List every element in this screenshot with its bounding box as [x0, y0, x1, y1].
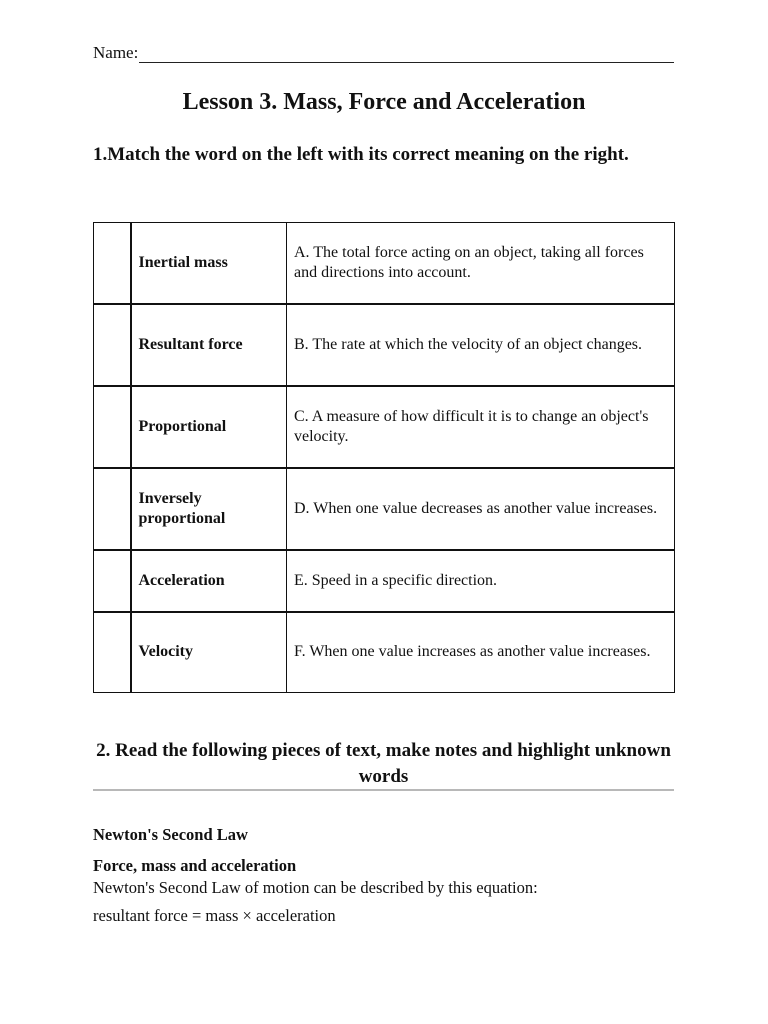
term-cell: Acceleration: [131, 550, 287, 612]
table-row: [94, 550, 675, 612]
term-cell: Resultant force: [131, 304, 287, 386]
table-row: [94, 386, 675, 468]
answer-blank-cell[interactable]: [94, 223, 131, 304]
paragraph-text: Newton's Second Law of motion can be described by this equation:: [93, 878, 538, 897]
name-label: Name:: [93, 43, 139, 62]
meaning-cell: C. A measure of how difficult it is to change an object's velocity.: [287, 386, 675, 468]
term-cell: Inversely proportional: [131, 468, 287, 550]
lesson-title: Lesson 3. Mass, Force and Acceleration: [182, 89, 586, 115]
section2-heading: 2. Read the following pieces of text, make notes and highlight unknown words: [96, 740, 671, 787]
horizontal-divider: [93, 789, 674, 791]
meaning-cell: E. Speed in a specific direction.: [287, 550, 675, 612]
table-row: [94, 304, 675, 386]
name-blank-line[interactable]: [139, 48, 674, 63]
term-cell: Inertial mass: [131, 223, 287, 304]
answer-blank-cell[interactable]: [94, 468, 131, 550]
equation-text: resultant force = mass × acceleration: [93, 906, 336, 925]
answer-blank-cell[interactable]: [94, 612, 131, 693]
meaning-cell: D. When one value decreases as another value increases.: [287, 468, 675, 550]
answer-blank-cell[interactable]: [94, 550, 131, 612]
subheading-newtons-second-law: Newton's Second Law: [93, 825, 248, 844]
matching-table: [93, 222, 675, 693]
meaning-cell: A. The total force acting on an object, taking all forces and directions into account.: [287, 223, 675, 304]
table-row: [94, 468, 675, 550]
answer-blank-cell[interactable]: [94, 304, 131, 386]
table-row: [94, 612, 675, 693]
term-cell: Velocity: [131, 612, 287, 693]
subheading-force-mass-acceleration: Force, mass and acceleration: [93, 856, 297, 875]
answer-blank-cell[interactable]: [94, 386, 131, 468]
name-field[interactable]: [93, 43, 674, 63]
meaning-cell: B. The rate at which the velocity of an object changes.: [287, 304, 675, 386]
section1-heading: 1.Match the word on the left with its correct meaning on the right.: [93, 144, 629, 165]
term-cell: Proportional: [131, 386, 287, 468]
meaning-cell: F. When one value increases as another value increases.: [287, 612, 675, 693]
table-row: [94, 223, 675, 304]
